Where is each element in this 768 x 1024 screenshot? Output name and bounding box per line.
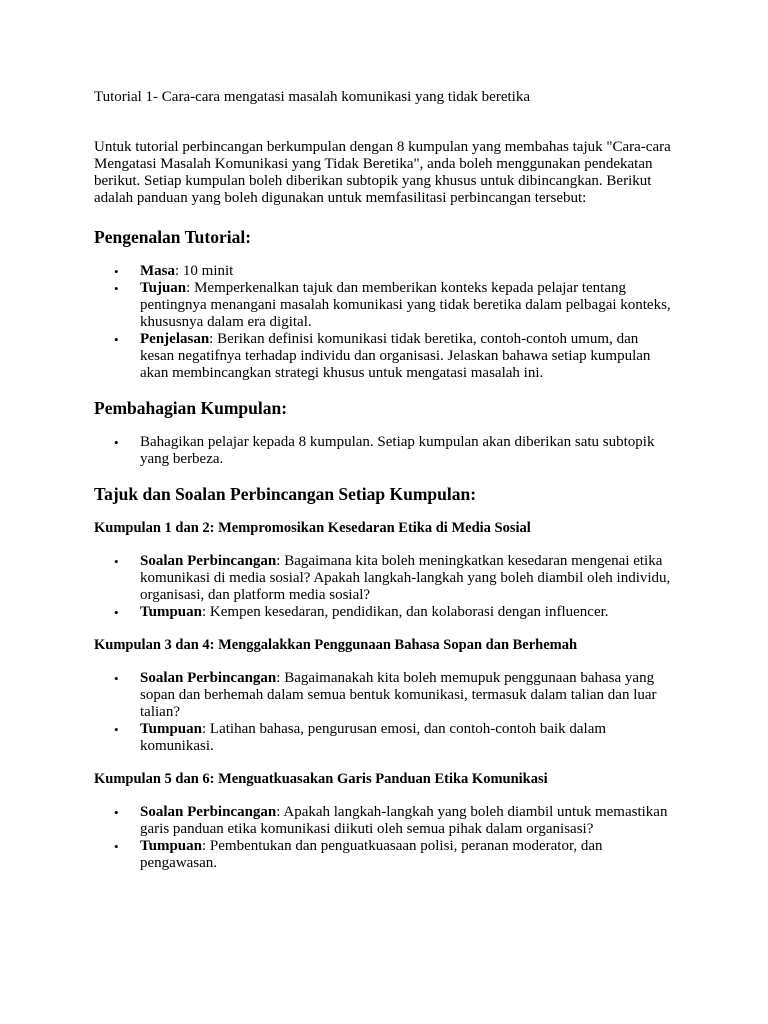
item-text: : Berikan definisi komunikasi tidak beretika, contoh-contoh umum, dan kesan negatifnya terhadap individu dan organisasi. Jelaskan bahawa setiap kumpulan akan membincangkan strategi khusus untuk mengatasi masalah ini. — [140, 331, 651, 381]
list-item — [94, 670, 674, 721]
item-text: : Bagaimanakah kita boleh memupuk penggunaan bahasa yang sopan dan berhemah dalam semua bentuk komunikasi, termasuk dalam talian dan luar talian? — [140, 670, 657, 720]
item-label: Masa — [140, 263, 175, 279]
bullet-icon: • — [114, 839, 119, 854]
list-item — [94, 604, 674, 621]
pembahagian-list — [94, 434, 674, 468]
group-1-2-list — [94, 553, 674, 621]
bullet-icon: • — [114, 722, 119, 737]
list-item — [94, 553, 674, 604]
list-item — [94, 721, 674, 755]
list-item — [94, 434, 674, 468]
item-text: : Pembentukan dan penguatkuasaan polisi, peranan moderator, dan pengawasan. — [140, 838, 603, 871]
document-title: Tutorial 1- Cara-cara mengatasi masalah komunikasi yang tidak beretika — [94, 89, 530, 105]
bullet-icon: • — [114, 805, 119, 820]
section-heading-tajuk: Tajuk dan Soalan Perbincangan Setiap Kumpulan: — [94, 484, 477, 504]
item-text: : Kempen kesedaran, pendidikan, dan kolaborasi dengan influencer. — [202, 604, 609, 620]
item-text: : 10 minit — [175, 263, 234, 279]
section-heading-pembahagian: Pembahagian Kumpulan: — [94, 398, 288, 418]
bullet-icon: • — [114, 435, 119, 450]
group-heading-3-4: Kumpulan 3 dan 4: Menggalakkan Penggunaan Bahasa Sopan dan Berhemah — [94, 637, 578, 653]
item-label: Tumpuan — [140, 838, 202, 854]
item-label: Penjelasan — [140, 331, 210, 347]
item-label: Tumpuan — [140, 721, 202, 737]
bullet-icon: • — [114, 281, 119, 296]
item-text: : Latihan bahasa, pengurusan emosi, dan contoh-contoh baik dalam komunikasi. — [140, 721, 607, 754]
list-item — [94, 838, 674, 872]
pengenalan-list — [94, 263, 674, 382]
bullet-icon: • — [114, 671, 119, 686]
group-5-6-list — [94, 804, 674, 872]
item-label: Soalan Perbincangan — [140, 804, 277, 820]
list-item — [94, 331, 674, 382]
item-label: Soalan Perbincangan — [140, 553, 277, 569]
item-label: Soalan Perbincangan — [140, 670, 277, 686]
group-heading-1-2: Kumpulan 1 dan 2: Mempromosikan Kesedaran Etika di Media Sosial — [94, 520, 531, 536]
bullet-icon: • — [114, 605, 119, 620]
list-item — [94, 263, 674, 280]
bullet-icon: • — [114, 554, 119, 569]
item-label: Tujuan — [140, 280, 187, 296]
section-heading-pengenalan: Pengenalan Tutorial: — [94, 227, 252, 247]
item-text: Bahagikan pelajar kepada 8 kumpulan. Setiap kumpulan akan diberikan satu subtopik yang berbeza. — [140, 434, 655, 467]
item-label: Tumpuan — [140, 604, 202, 620]
bullet-icon: • — [114, 264, 119, 279]
intro-paragraph: Untuk tutorial perbincangan berkumpulan dengan 8 kumpulan yang membahas tajuk "Cara-cara Mengatasi Masalah Komunikasi yang Tidak Beretika", anda boleh menggunakan pendekatan berikut. Setiap kumpulan boleh diberikan subtopik yang khusus untuk dibincangkan. Berikut adalah panduan yang boleh digunakan untuk memfasilitasi perbincangan tersebut: — [94, 139, 671, 206]
bullet-icon: • — [114, 332, 119, 347]
group-3-4-list — [94, 670, 674, 755]
item-text: : Bagaimana kita boleh meningkatkan kesedaran mengenai etika komunikasi di media sosial? Apakah langkah-langkah yang boleh diambil oleh individu, organisasi, dan platform media sosial? — [140, 553, 671, 603]
item-text: : Memperkenalkan tajuk dan memberikan konteks kepada pelajar tentang pentingnya menangani masalah komunikasi yang tidak beretika dalam pelbagai konteks, khususnya dalam era digital. — [140, 280, 671, 330]
list-item — [94, 804, 674, 838]
list-item — [94, 280, 674, 331]
item-text: : Apakah langkah-langkah yang boleh diambil untuk memastikan garis panduan etika komunikasi diikuti oleh semua pihak dalam organisasi? — [140, 804, 668, 837]
group-heading-5-6: Kumpulan 5 dan 6: Menguatkuasakan Garis Panduan Etika Komunikasi — [94, 771, 548, 787]
